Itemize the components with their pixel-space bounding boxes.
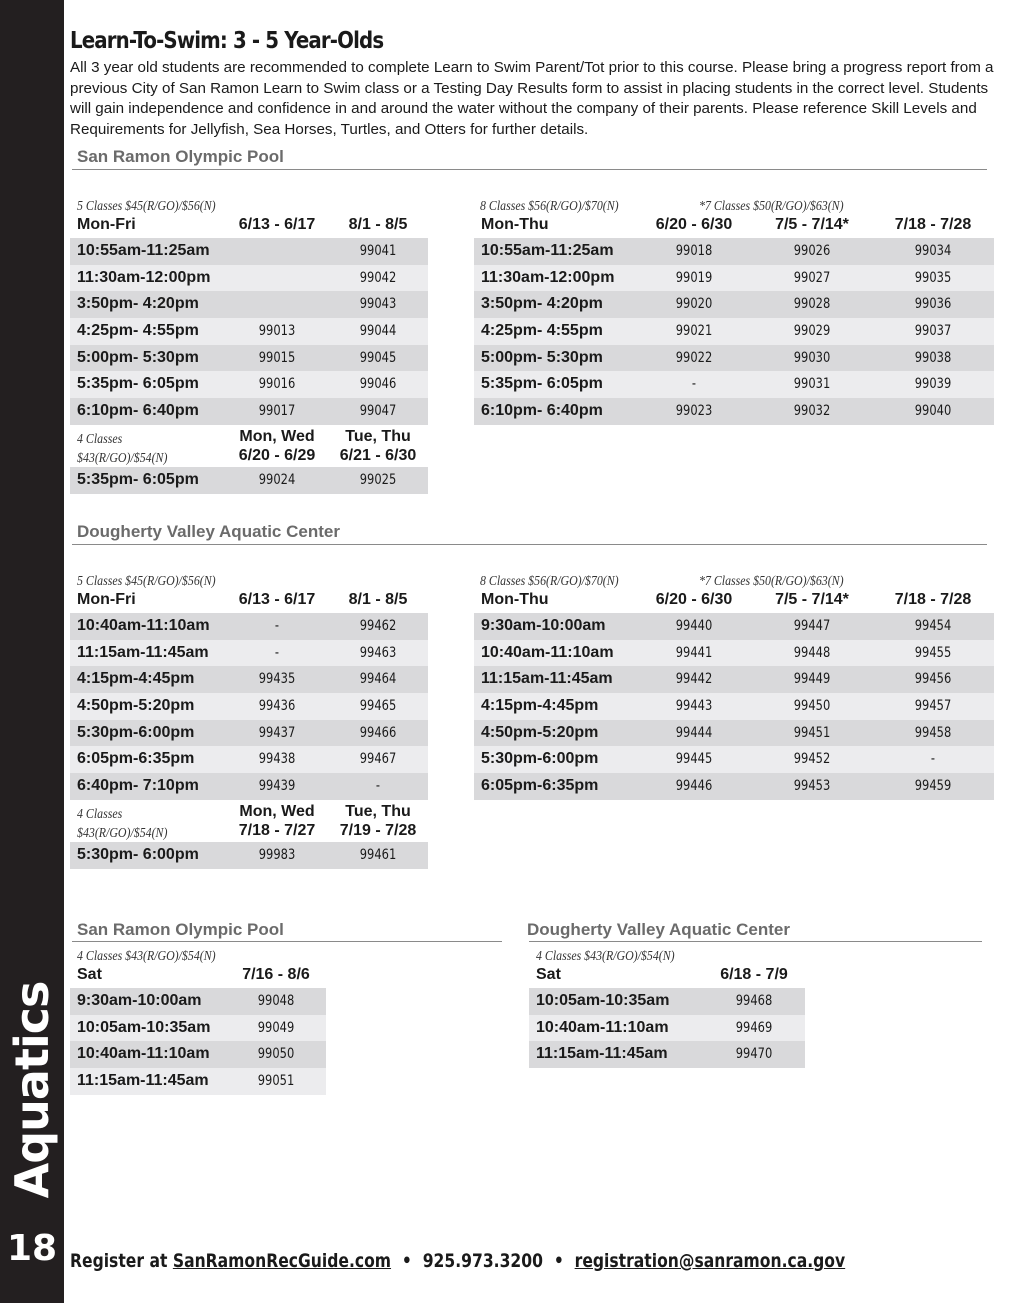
time-slot: 5:35pm- 6:05pm <box>77 375 199 393</box>
table-row <box>70 1068 326 1095</box>
course-code: 99047 <box>359 403 397 420</box>
class-info <box>70 948 326 966</box>
table-row <box>70 318 428 345</box>
time-slot: 11:15am-11:45am <box>77 643 209 661</box>
table-row <box>70 842 428 869</box>
sub-header <box>70 802 428 842</box>
class-price: $43(R/GO)/$54(N) <box>77 449 168 465</box>
table-row <box>474 640 994 667</box>
date-range-header: 7/18 - 7/28 <box>894 591 972 608</box>
intro-paragraph: All 3 year old students are recommended to complete Learn to Swim Parent/Tot prior to this course. Please bring a progress report from a previous City of San Ramon Learn to Swim class or a Testing Day Results form to assist in placing students in the correct level. Students will gain independence and confidence in and around the water without the company of their parents. Please reference Skill Levels and Requirements for Jellyfish, Sea Horses, Turtles, and Otters for further details. <box>70 59 994 138</box>
date-range-header: 7/16 - 8/6 <box>242 966 310 983</box>
course-code: 99464 <box>359 671 397 688</box>
time-slot: 4:15pm-4:45pm <box>481 697 599 715</box>
table-row <box>70 291 428 318</box>
course-code: 99435 <box>258 671 296 688</box>
days-header: Mon-Thu <box>481 216 549 233</box>
time-slot: 5:30pm- 6:00pm <box>77 845 199 863</box>
course-code: 99020 <box>675 296 713 313</box>
course-code: 99469 <box>735 1019 773 1036</box>
table-row <box>70 720 428 747</box>
course-code: 99025 <box>359 471 397 488</box>
course-code: 99449 <box>793 671 831 688</box>
course-code: - <box>274 618 280 634</box>
course-code: 99453 <box>793 778 831 795</box>
date-range-header: 6/13 - 6/17 <box>238 591 316 608</box>
time-slot: 6:40pm- 7:10pm <box>77 777 199 795</box>
table-row <box>529 988 805 1015</box>
course-code: 99437 <box>258 724 296 741</box>
course-code: 99015 <box>258 349 296 366</box>
course-code: 99044 <box>359 323 397 340</box>
course-code: 99035 <box>914 269 952 286</box>
table-row <box>474 345 994 372</box>
schedule-table-mon-thu <box>474 573 994 800</box>
days-header: Tue, Thu <box>345 427 411 445</box>
course-code: 99028 <box>793 296 831 313</box>
date-range-header: 8/1 - 8/5 <box>348 591 408 608</box>
course-code: 99441 <box>675 644 713 661</box>
table-row <box>474 773 994 800</box>
table-row <box>474 238 994 265</box>
days-header: Sat <box>77 966 102 983</box>
course-code: 99450 <box>793 698 831 715</box>
table-row <box>70 398 428 425</box>
class-info <box>474 198 994 216</box>
table-row <box>474 318 994 345</box>
header-row <box>70 966 326 985</box>
course-code: 99036 <box>914 296 952 313</box>
course-code: 99050 <box>257 1046 295 1063</box>
divider <box>72 169 987 170</box>
course-code: 99038 <box>914 349 952 366</box>
schedule-table-mon-fri <box>70 573 428 869</box>
table-row <box>474 720 994 747</box>
course-code: 99454 <box>914 618 952 634</box>
table-row <box>70 613 428 640</box>
table-row <box>474 291 994 318</box>
table-row <box>70 746 428 773</box>
course-code: 99041 <box>359 243 397 259</box>
course-code: 99458 <box>914 724 952 741</box>
course-code: 99023 <box>675 403 713 420</box>
table-row <box>70 640 428 667</box>
separator: • <box>553 1250 564 1272</box>
course-code: 99027 <box>793 269 831 286</box>
course-code: 99018 <box>675 243 713 259</box>
page-number: 18 <box>6 1228 58 1269</box>
time-slot: 11:15am-11:45am <box>481 670 613 688</box>
course-code: 99442 <box>675 671 713 688</box>
table-row <box>474 371 994 398</box>
class-count-price: 8 Classes $56(R/GO)/$70(N) <box>480 198 619 213</box>
date-range-header: 6/18 - 7/9 <box>720 966 788 983</box>
date-range-header: 7/18 - 7/27 <box>238 821 316 839</box>
table-row <box>70 988 326 1015</box>
footer-prefix: Register at <box>70 1250 168 1272</box>
time-slot: 9:30am-10:00am <box>77 992 202 1009</box>
course-code: 99452 <box>793 751 831 768</box>
header-row <box>529 966 805 985</box>
course-code: 99451 <box>793 724 831 741</box>
course-code: 99049 <box>257 1019 295 1036</box>
course-code: 99439 <box>258 778 296 795</box>
table-row <box>529 1015 805 1042</box>
date-range-header: 7/19 - 7/28 <box>339 821 417 839</box>
course-code: 99459 <box>914 778 952 795</box>
course-code: 99457 <box>914 698 952 715</box>
header-row <box>474 216 994 235</box>
course-code: - <box>274 644 280 661</box>
header-row <box>474 591 994 610</box>
schedule-table-mon-thu <box>474 198 994 425</box>
time-slot: 4:50pm-5:20pm <box>77 697 195 715</box>
class-info <box>70 573 428 591</box>
course-code: 99444 <box>675 724 713 741</box>
date-range-header: 6/21 - 6/30 <box>339 446 417 464</box>
time-slot: 11:30am-12:00pm <box>481 268 615 286</box>
time-slot: 5:35pm- 6:05pm <box>77 470 199 488</box>
course-code: 99034 <box>914 243 952 259</box>
course-code: 99455 <box>914 644 952 661</box>
date-range-header: 6/20 - 6/30 <box>655 216 733 233</box>
sidebar <box>0 0 64 1303</box>
table-row <box>70 1015 326 1042</box>
time-slot: 10:05am-10:35am <box>77 1018 211 1036</box>
course-code: 99022 <box>675 349 713 366</box>
location-heading: Dougherty Valley Aquatic Center <box>527 920 790 939</box>
time-slot: 10:55am-11:25am <box>481 242 614 259</box>
time-slot: 3:50pm- 4:20pm <box>481 295 603 313</box>
class-count-price: 4 Classes $43(R/GO)/$54(N) <box>536 948 675 963</box>
table-row <box>70 265 428 292</box>
course-code: 99026 <box>793 243 831 259</box>
time-slot: 6:05pm-6:35pm <box>481 777 599 795</box>
date-range-header: 6/13 - 6/17 <box>238 216 316 233</box>
table-row <box>70 666 428 693</box>
days-header: Sat <box>536 966 561 983</box>
time-slot: 5:30pm-6:00pm <box>481 750 599 768</box>
course-code: - <box>375 778 381 795</box>
days-header: Mon-Thu <box>481 591 549 608</box>
table-row <box>474 613 994 640</box>
time-slot: 6:10pm- 6:40pm <box>77 402 199 420</box>
date-range-header: 8/1 - 8/5 <box>348 216 408 233</box>
date-range-header: 6/20 - 6/30 <box>655 591 733 608</box>
time-slot: 4:15pm-4:45pm <box>77 670 195 688</box>
course-code: 99456 <box>914 671 952 688</box>
course-code: 99448 <box>793 644 831 661</box>
sub-header <box>70 427 428 467</box>
table-row <box>70 371 428 398</box>
date-range-header: 7/5 - 7/14* <box>775 591 849 608</box>
class-count-price: 8 Classes $56(R/GO)/$70(N) <box>480 573 619 588</box>
class-count-price: *7 Classes $50(R/GO)/$63(N) <box>699 198 844 213</box>
header-row <box>70 216 428 235</box>
course-code: 99438 <box>258 751 296 768</box>
course-code: 99443 <box>675 698 713 715</box>
table-row <box>70 467 428 494</box>
days-header: Mon, Wed <box>239 427 315 445</box>
days-header: Tue, Thu <box>345 802 411 820</box>
course-code: 99467 <box>359 751 397 768</box>
course-code: 99043 <box>359 296 397 313</box>
time-slot: 11:15am-11:45am <box>77 1072 209 1090</box>
date-range-header: 7/5 - 7/14* <box>775 216 849 233</box>
course-code: 99446 <box>675 778 713 795</box>
course-code: 99466 <box>359 724 397 741</box>
schedule-table-mon-fri <box>70 198 428 494</box>
time-slot: 3:50pm- 4:20pm <box>77 295 199 313</box>
table-row <box>474 398 994 425</box>
time-slot: 5:30pm-6:00pm <box>77 723 195 741</box>
time-slot: 10:40am-11:10am <box>481 643 614 661</box>
course-code: 99024 <box>258 471 296 488</box>
class-count-price: 4 Classes $43(R/GO)/$54(N) <box>77 948 216 963</box>
course-code: 99983 <box>258 846 296 863</box>
email-link[interactable]: registration@sanramon.ca.gov <box>574 1250 846 1272</box>
course-code: 99013 <box>258 323 296 340</box>
course-code: 99436 <box>258 698 296 715</box>
class-info <box>70 198 428 216</box>
days-header: Mon, Wed <box>239 802 315 820</box>
table-row <box>529 1041 805 1068</box>
table-row <box>70 345 428 372</box>
time-slot: 10:55am-11:25am <box>77 242 210 259</box>
table-row <box>474 746 994 773</box>
schedule-table-sat <box>529 948 805 1068</box>
course-code: 99462 <box>359 618 397 634</box>
course-code: 99039 <box>914 376 952 393</box>
schedule-table-sat <box>70 948 326 1095</box>
phone-number: 925.973.3200 <box>422 1250 543 1272</box>
course-code: - <box>691 376 697 393</box>
class-info <box>529 948 805 966</box>
class-count-price: 5 Classes $45(R/GO)/$56(N) <box>77 573 216 588</box>
course-code: 99468 <box>735 993 773 1009</box>
course-code: 99030 <box>793 349 831 366</box>
course-code: 99445 <box>675 751 713 768</box>
days-header: Mon-Fri <box>77 591 136 608</box>
class-count-price: *7 Classes $50(R/GO)/$63(N) <box>699 573 844 588</box>
location-heading: San Ramon Olympic Pool <box>77 920 284 939</box>
table-row <box>474 666 994 693</box>
course-code: 99017 <box>258 403 296 420</box>
course-code: 99040 <box>914 403 952 420</box>
date-range-header: 6/20 - 6/29 <box>238 446 316 464</box>
course-code: 99465 <box>359 698 397 715</box>
section-label: Aquatics <box>5 981 59 1199</box>
time-slot: 9:30am-10:00am <box>481 617 606 634</box>
time-slot: 4:25pm- 4:55pm <box>481 322 603 340</box>
table-row <box>70 773 428 800</box>
time-slot: 6:10pm- 6:40pm <box>481 402 603 420</box>
table-row <box>70 1041 326 1068</box>
course-code: 99016 <box>258 376 296 393</box>
time-slot: 10:40am-11:10am <box>536 1018 669 1036</box>
course-code: 99021 <box>675 323 713 340</box>
course-code: 99045 <box>359 349 397 366</box>
time-slot: 11:30am-12:00pm <box>77 268 211 286</box>
course-code: 99029 <box>793 323 831 340</box>
course-code: 99048 <box>257 993 295 1009</box>
header-row <box>70 591 428 610</box>
course-code: 99447 <box>793 618 831 634</box>
course-code: 99019 <box>675 269 713 286</box>
time-slot: 10:40am-11:10am <box>77 1045 210 1063</box>
course-code: - <box>930 751 936 768</box>
table-row <box>70 693 428 720</box>
course-code: 99031 <box>793 376 831 393</box>
time-slot: 5:00pm- 5:30pm <box>77 348 199 366</box>
table-row <box>70 238 428 265</box>
course-code: 99037 <box>914 323 952 340</box>
time-slot: 4:50pm-5:20pm <box>481 723 599 741</box>
website-link[interactable]: SanRamonRecGuide.com <box>172 1250 392 1272</box>
time-slot: 5:00pm- 5:30pm <box>481 348 603 366</box>
class-count-price: 5 Classes $45(R/GO)/$56(N) <box>77 198 216 213</box>
course-code: 99470 <box>735 1046 773 1063</box>
divider <box>529 941 982 942</box>
class-price: $43(R/GO)/$54(N) <box>77 824 168 840</box>
class-info <box>474 573 994 591</box>
course-code: 99032 <box>793 403 831 420</box>
time-slot: 4:25pm- 4:55pm <box>77 322 199 340</box>
table-row <box>474 265 994 292</box>
time-slot: 6:05pm-6:35pm <box>77 750 195 768</box>
course-code: 99046 <box>359 376 397 393</box>
divider <box>72 544 987 545</box>
date-range-header: 7/18 - 7/28 <box>894 216 972 233</box>
course-code: 99461 <box>359 846 397 863</box>
time-slot: 5:35pm- 6:05pm <box>481 375 603 393</box>
location-heading: Dougherty Valley Aquatic Center <box>77 522 340 541</box>
time-slot: 10:05am-10:35am <box>536 992 670 1009</box>
course-code: 99463 <box>359 644 397 661</box>
page-title: Learn-To-Swim: 3 - 5 Year-Olds <box>70 28 384 54</box>
days-header: Mon-Fri <box>77 216 136 233</box>
divider <box>72 941 502 942</box>
table-row <box>474 693 994 720</box>
course-code: 99440 <box>675 618 713 634</box>
class-count: 4 Classes <box>77 430 123 446</box>
footer <box>70 1250 845 1272</box>
separator: • <box>401 1250 412 1272</box>
course-code: 99042 <box>359 269 397 286</box>
time-slot: 10:40am-11:10am <box>77 617 210 634</box>
time-slot: 11:15am-11:45am <box>536 1045 668 1063</box>
class-count: 4 Classes <box>77 805 123 821</box>
location-heading: San Ramon Olympic Pool <box>77 147 284 166</box>
course-code: 99051 <box>257 1073 295 1090</box>
